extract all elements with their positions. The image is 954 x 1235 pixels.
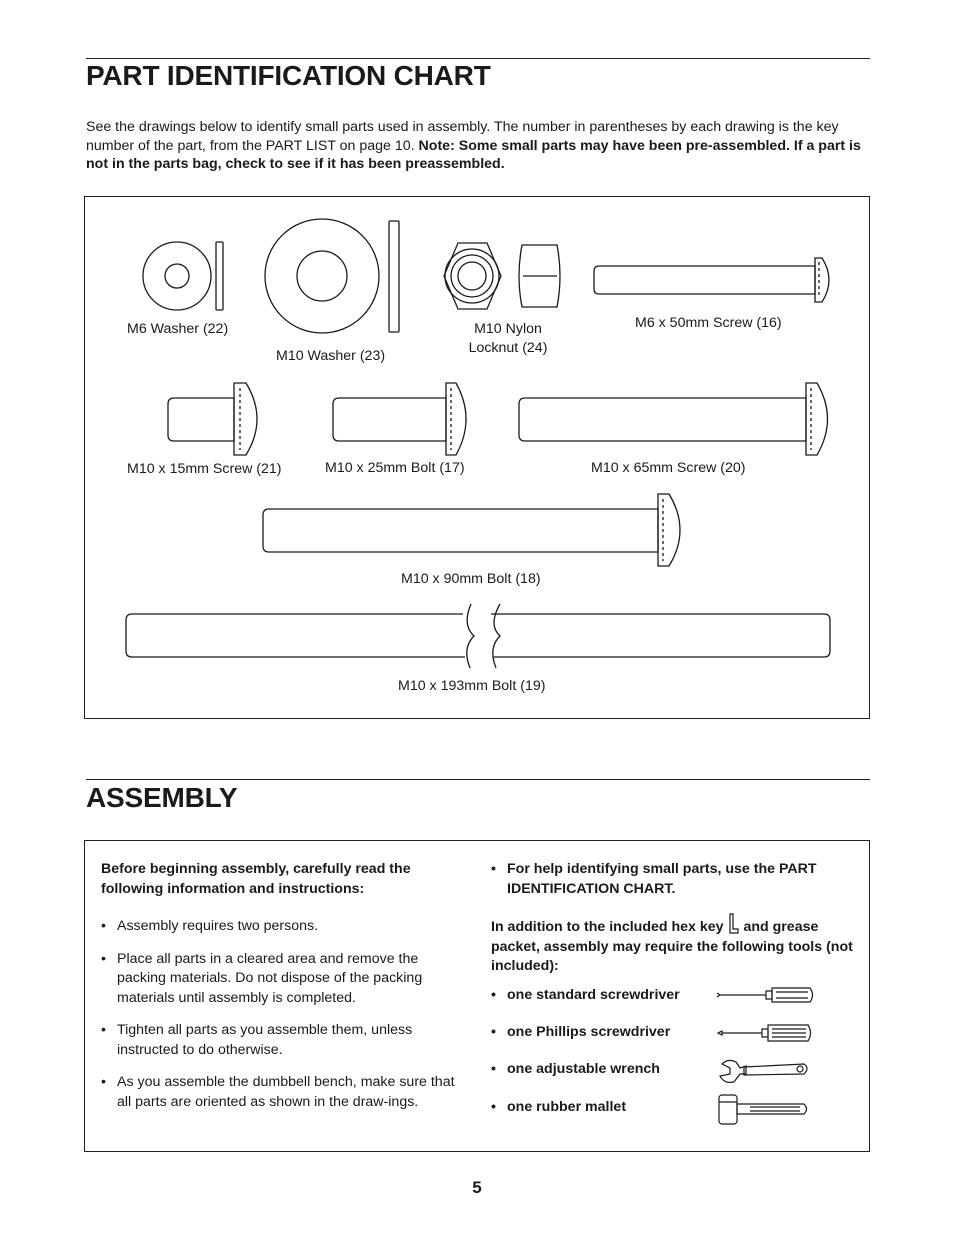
page-number: 5 xyxy=(472,1178,482,1197)
m6-50-screw-drawing xyxy=(594,258,829,302)
tool-icons xyxy=(700,980,830,1130)
standard-screwdriver-icon xyxy=(717,988,813,1002)
label-m6-washer: M6 Washer (22) xyxy=(127,321,229,337)
tools-intro-a: In addition to the included hex key xyxy=(491,919,724,935)
hex-key-icon xyxy=(728,913,740,935)
bullet-marker: • xyxy=(101,1022,106,1038)
label-m10-washer: M10 Washer (23) xyxy=(276,348,386,364)
tool-item-rubber-mallet xyxy=(491,1099,626,1115)
assembly-bullet-4-text: As you assemble the dumbbell bench, make sure that all parts are oriented as shown in the draw-ings. xyxy=(117,1074,455,1110)
bullet-marker: • xyxy=(101,1074,106,1090)
bullet-marker: • xyxy=(491,861,496,877)
parts-chart-title: PART IDENTIFICATION CHART xyxy=(86,60,491,91)
m10-locknut-drawing xyxy=(444,243,560,309)
tool-item-adjustable-wrench xyxy=(491,1061,660,1077)
assembly-right-column xyxy=(491,860,861,977)
assembly-rule xyxy=(86,779,870,780)
bullet-marker: • xyxy=(101,950,106,967)
intro-plain-text: See the drawings below to identify small parts used in assembly. The number in parentheses by each drawing is the key number of the part, from the PART LIST on page 10. xyxy=(86,119,839,154)
m10-65-screw-drawing xyxy=(519,383,828,455)
assembly-bullet-1 xyxy=(101,917,466,937)
m10-15-screw-drawing xyxy=(168,383,257,455)
tool-item-standard-screwdriver xyxy=(491,987,680,1003)
tools-intro-b: and grease packet, assembly may require the following tools (not included): xyxy=(491,919,853,974)
label-m10-15-screw: M10 x 15mm Screw (21) xyxy=(127,461,282,477)
assembly-bullet-2-text: Place all parts in a cleared area and remove the packing materials. Do not dispose of the packing materials until assembly is completed. xyxy=(117,950,423,1006)
assembly-bullet-1-text: Assembly requires two persons. xyxy=(117,918,319,934)
m10-90-bolt-drawing xyxy=(263,494,680,566)
bullet-marker: • xyxy=(491,1024,496,1040)
tool-label: one Phillips screwdriver xyxy=(507,1024,671,1040)
bullet-marker: • xyxy=(491,987,496,1003)
label-m10-25-bolt: M10 x 25mm Bolt (17) xyxy=(325,460,465,476)
rubber-mallet-icon xyxy=(719,1095,807,1124)
m10-washer-drawing xyxy=(265,219,399,333)
assembly-left-heading: Before beginning assembly, carefully read the following information and instructions: xyxy=(101,861,411,897)
adjustable-wrench-icon xyxy=(720,1060,807,1082)
assembly-right-bullet-text: For help identifying small parts, use the PART IDENTIFICATION CHART. xyxy=(507,861,817,897)
tool-label: one adjustable wrench xyxy=(507,1061,660,1077)
bullet-marker: • xyxy=(491,1099,496,1115)
label-locknut-line2: Locknut (24) xyxy=(468,340,548,356)
assembly-right-bullet xyxy=(491,860,861,899)
tool-item-phillips-screwdriver xyxy=(491,1024,670,1040)
m10-193-bolt-drawing xyxy=(126,604,830,668)
assembly-bullet-3-text: Tighten all parts as you assemble them, unless instructed to do otherwise. xyxy=(117,1022,413,1058)
label-m10-90-bolt: M10 x 90mm Bolt (18) xyxy=(401,571,541,587)
assembly-title: ASSEMBLY xyxy=(86,782,238,813)
tools-intro xyxy=(491,913,861,977)
assembly-bullet-3 xyxy=(101,1021,466,1060)
tool-label: one standard screwdriver xyxy=(507,987,680,1003)
m10-25-bolt-drawing xyxy=(333,383,466,455)
bullet-marker: • xyxy=(101,918,106,934)
assembly-left-column xyxy=(101,860,466,1112)
label-m10-193-bolt: M10 x 193mm Bolt (19) xyxy=(398,678,546,694)
tool-label: one rubber mallet xyxy=(507,1099,627,1115)
assembly-bullet-4 xyxy=(101,1073,466,1112)
phillips-screwdriver-icon xyxy=(718,1025,811,1041)
m6-washer-drawing xyxy=(143,242,223,310)
bullet-marker: • xyxy=(491,1061,496,1077)
label-locknut-line1: M10 Nylon xyxy=(474,321,542,337)
intro-note-text: Note: Some small parts may have been pre-assembled. If a part is not in the parts bag, check to see if it has been preassembled. xyxy=(86,137,861,172)
label-m6-50-screw: M6 x 50mm Screw (16) xyxy=(635,315,782,331)
assembly-bullet-2 xyxy=(101,950,466,1009)
label-m10-65-screw: M10 x 65mm Screw (20) xyxy=(591,460,746,476)
